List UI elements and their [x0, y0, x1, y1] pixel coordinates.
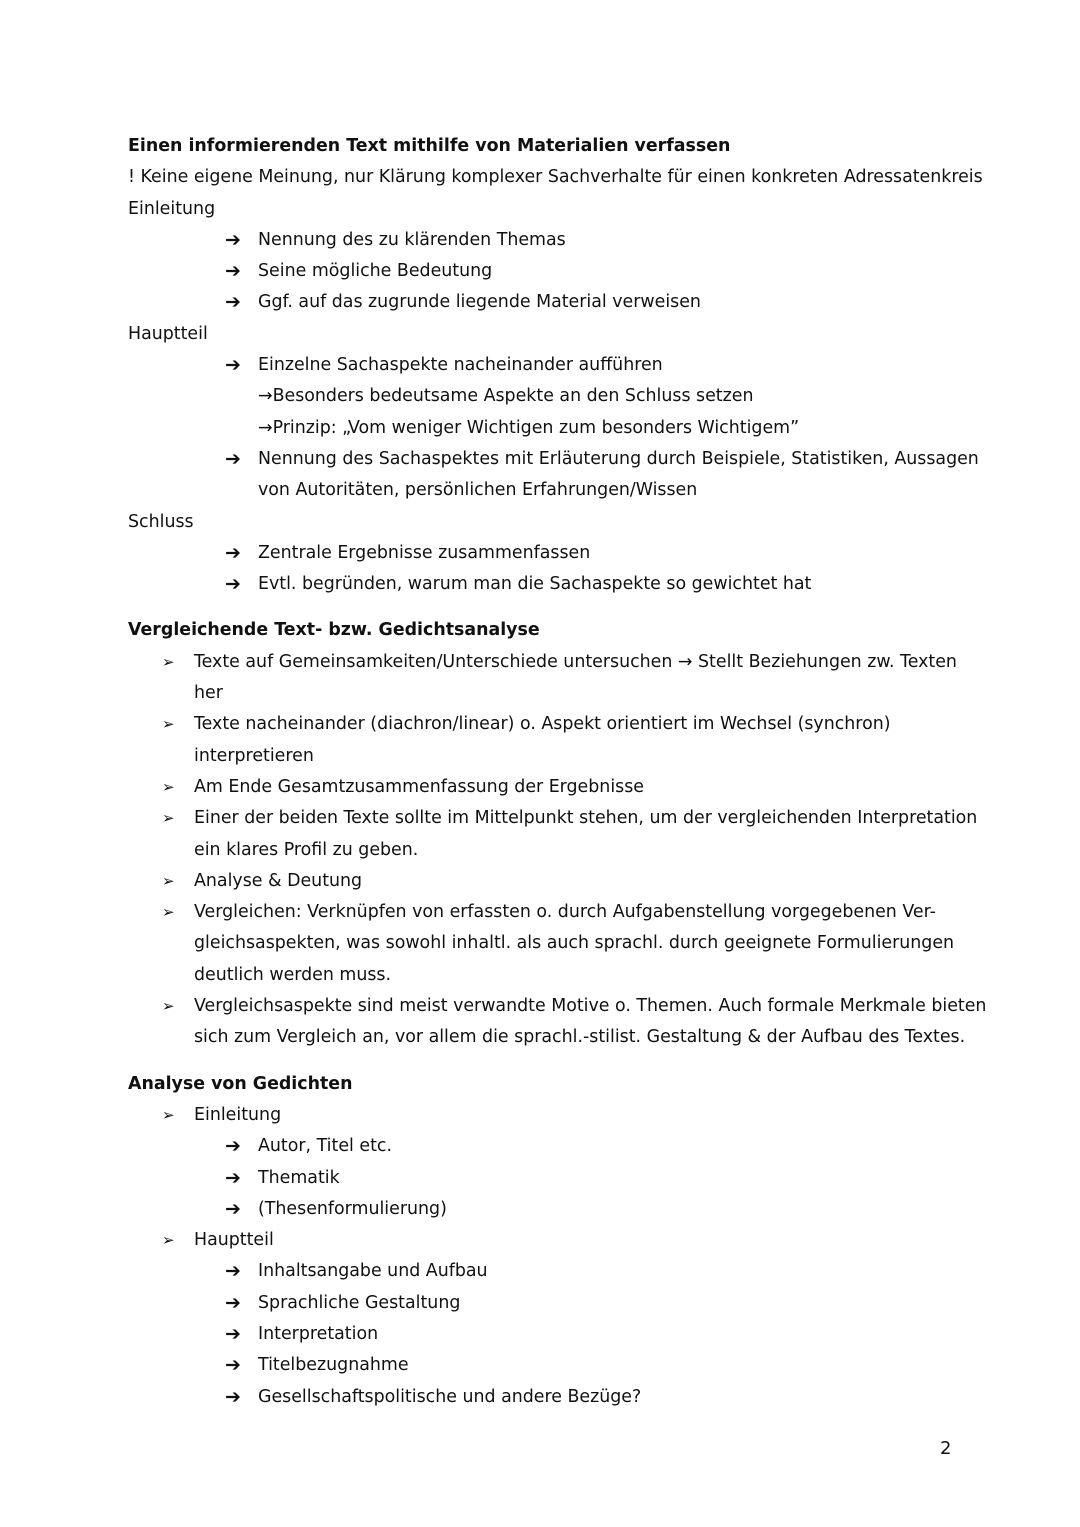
label-schluss: Schluss — [128, 511, 194, 532]
bullet-item: ➢ Texte nacheinander (diachron/linear) o. Aspekt orientiert im Wechsel (synchron) — [128, 709, 958, 740]
list-item: ➔ Seine mögliche Bedeutung — [128, 256, 958, 287]
bullet-continuation: sich zum Vergleich an, vor allem die sprachl.-stilist. Gestaltung & der Aufbau des Textes. — [194, 1027, 966, 1048]
section-title-vergleichende-analyse: Vergleichende Text- bzw. Gedichtsanalyse — [128, 620, 540, 641]
list-item: ➔ Zentrale Ergebnisse zusammenfassen — [128, 538, 958, 569]
bullet-item: ➢ Einleitung — [128, 1100, 958, 1131]
arrow-icon: ➔ — [225, 1322, 241, 1345]
list-item: ➔ Nennung des zu klärenden Themas — [128, 225, 958, 256]
bullet-continuation: deutlich werden muss. — [194, 964, 392, 985]
section-title-informierender-text: Einen informierenden Text mithilfe von Materialien verfassen — [128, 136, 731, 156]
bullet-arrowhead-icon: ➢ — [162, 809, 175, 828]
list-item: ➔ Nennung des Sachaspektes mit Erläuterung durch Beispiele, Statistiken, Aussagen — [128, 444, 958, 475]
sub-item: →Prinzip: „Vom weniger Wichtigen zum besonders Wichtigem” — [258, 417, 800, 438]
page-number: 2 — [940, 1438, 952, 1459]
list-item: ➔ Evtl. begründen, warum man die Sachaspekte so gewichtet hat — [128, 569, 958, 600]
section-note: ! Keine eigene Meinung, nur Klärung komplexer Sachverhalte für einen konkreten Adressatenkreis — [128, 167, 983, 188]
label-hauptteil: Hauptteil — [128, 323, 208, 344]
bullet-item: ➢ Hauptteil — [128, 1225, 958, 1256]
label-einleitung: Einleitung — [128, 198, 216, 219]
list-item: ➔ Ggf. auf das zugrunde liegende Material verweisen — [128, 287, 958, 318]
bullet-arrowhead-icon: ➢ — [162, 997, 175, 1016]
bullet-item: ➢ Vergleichsaspekte sind meist verwandte Motive o. Themen. Auch formale Merkmale bieten — [128, 991, 958, 1022]
list-item: ➔ Sprachliche Gestaltung — [128, 1288, 958, 1319]
list-item: ➔ Thematik — [128, 1163, 958, 1194]
list-item: ➔ (Thesenformulierung) — [128, 1194, 958, 1225]
bullet-continuation: gleichsaspekten, was sowohl inhaltl. als auch sprachl. durch geeignete Formulierungen — [194, 933, 955, 954]
arrow-icon: ➔ — [225, 228, 241, 251]
bullet-arrowhead-icon: ➢ — [162, 1105, 175, 1124]
list-item: ➔ Gesellschaftspolitische und andere Bezüge? — [128, 1382, 958, 1413]
list-item: ➔ Interpretation — [128, 1319, 958, 1350]
bullet-continuation: her — [194, 683, 223, 704]
bullet-item: ➢ Am Ende Gesamtzusammenfassung der Ergebnisse — [128, 772, 958, 803]
bullet-arrowhead-icon: ➢ — [162, 871, 175, 890]
arrow-icon: ➔ — [225, 1385, 241, 1408]
arrow-icon: ➔ — [225, 354, 241, 377]
arrow-icon: ➔ — [225, 1291, 241, 1314]
arrow-icon: ➔ — [225, 1197, 241, 1220]
list-item: ➔ Einzelne Sachaspekte nacheinander aufführen — [128, 350, 958, 381]
arrow-icon: ➔ — [225, 1354, 241, 1377]
arrow-icon: ➔ — [225, 447, 241, 470]
arrow-icon: ➔ — [225, 291, 241, 314]
list-item-continuation: von Autoritäten, persönlichen Erfahrungen/Wissen — [258, 480, 698, 501]
bullet-arrowhead-icon: ➢ — [162, 652, 175, 671]
list-item: ➔ Inhaltsangabe und Aufbau — [128, 1256, 958, 1287]
list-item: ➔ Titelbezugnahme — [128, 1350, 958, 1381]
arrow-icon: ➔ — [225, 1135, 241, 1158]
list-item: ➔ Autor, Titel etc. — [128, 1131, 958, 1162]
arrow-icon: ➔ — [225, 573, 241, 596]
bullet-continuation: ein klares Profil zu geben. — [194, 839, 419, 860]
page-content — [128, 131, 987, 1413]
bullet-arrowhead-icon: ➢ — [162, 715, 175, 734]
bullet-arrowhead-icon: ➢ — [162, 777, 175, 796]
bullet-arrowhead-icon: ➢ — [162, 903, 175, 922]
bullet-item: ➢ Einer der beiden Texte sollte im Mittelpunkt stehen, um der vergleichenden Interpretation — [128, 803, 958, 834]
bullet-arrowhead-icon: ➢ — [162, 1231, 175, 1250]
section-title-analyse-gedichte: Analyse von Gedichten — [128, 1073, 353, 1094]
arrow-icon: ➔ — [225, 541, 241, 564]
bullet-item: ➢ Analyse & Deutung — [128, 866, 958, 897]
arrow-icon: ➔ — [225, 260, 241, 283]
arrow-icon: ➔ — [225, 1166, 241, 1189]
bullet-item: ➢ Texte auf Gemeinsamkeiten/Unterschiede untersuchen → Stellt Beziehungen zw. Texten — [128, 647, 958, 678]
bullet-item: ➢ Vergleichen: Verknüpfen von erfassten o. durch Aufgabenstellung vorgegebenen Ver- — [128, 897, 958, 928]
bullet-continuation: interpretieren — [194, 745, 314, 766]
sub-item: →Besonders bedeutsame Aspekte an den Schluss setzen — [258, 386, 754, 407]
arrow-icon: ➔ — [225, 1260, 241, 1283]
